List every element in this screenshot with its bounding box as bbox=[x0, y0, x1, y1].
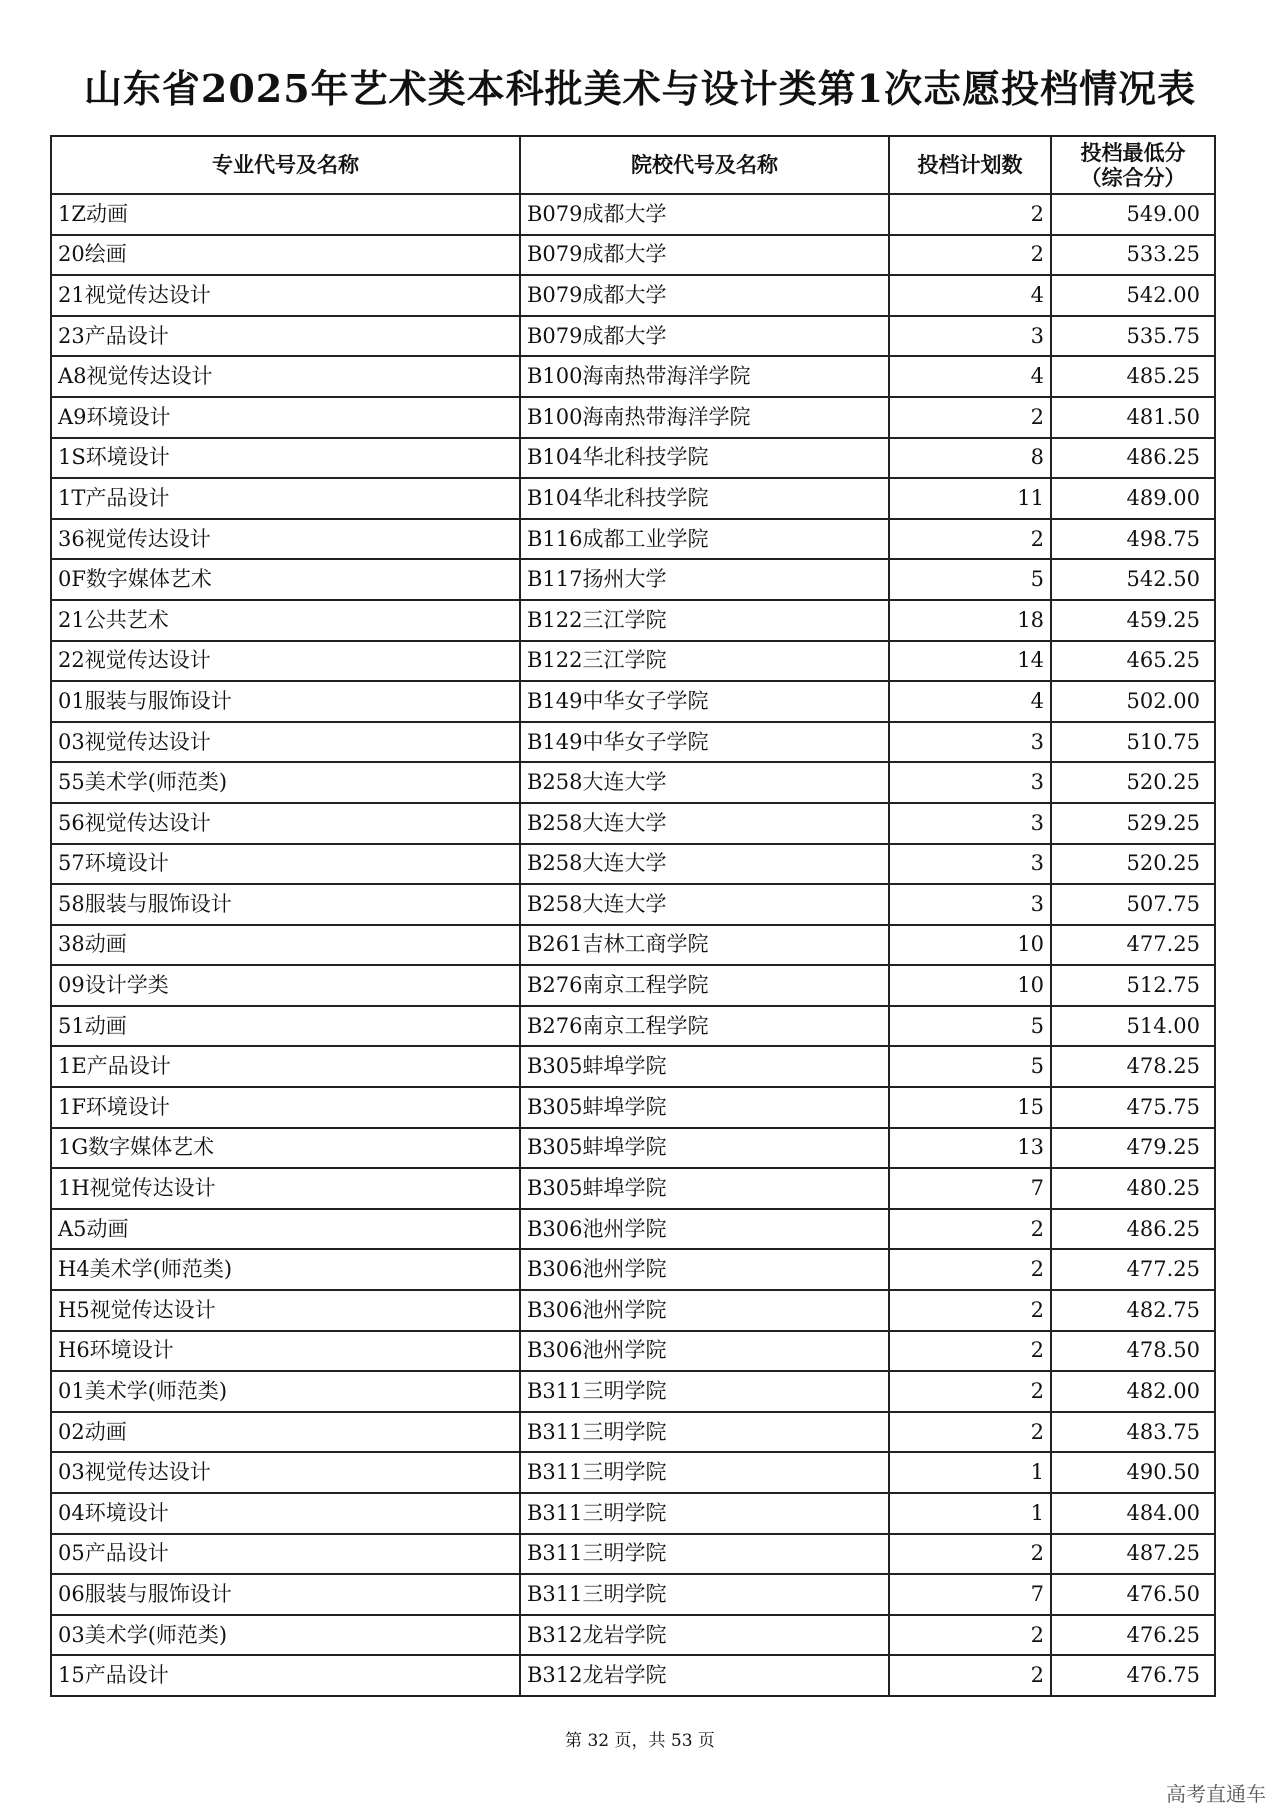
cell-plan: 13 bbox=[889, 1128, 1051, 1169]
cell-score: 542.50 bbox=[1051, 559, 1215, 600]
cell-plan: 2 bbox=[889, 194, 1051, 235]
cell-major: 58服装与服饰设计 bbox=[51, 884, 520, 925]
cell-plan: 3 bbox=[889, 762, 1051, 803]
cell-major: 09设计学类 bbox=[51, 965, 520, 1006]
cell-major: A5动画 bbox=[51, 1209, 520, 1250]
cell-score: 512.75 bbox=[1051, 965, 1215, 1006]
cell-school: B100海南热带海洋学院 bbox=[520, 397, 889, 438]
cell-plan: 5 bbox=[889, 1006, 1051, 1047]
table-row bbox=[51, 1534, 1215, 1575]
table-row bbox=[51, 925, 1215, 966]
cell-score: 477.25 bbox=[1051, 1249, 1215, 1290]
admission-table bbox=[50, 135, 1216, 1697]
cell-school: B261吉林工商学院 bbox=[520, 925, 889, 966]
cell-school: B149中华女子学院 bbox=[520, 722, 889, 763]
cell-major: 21公共艺术 bbox=[51, 600, 520, 641]
cell-score: 510.75 bbox=[1051, 722, 1215, 763]
cell-plan: 2 bbox=[889, 1290, 1051, 1331]
table-row bbox=[51, 1615, 1215, 1656]
cell-plan: 2 bbox=[889, 235, 1051, 276]
cell-school: B305蚌埠学院 bbox=[520, 1128, 889, 1169]
cell-score: 459.25 bbox=[1051, 600, 1215, 641]
cell-plan: 14 bbox=[889, 641, 1051, 682]
cell-school: B305蚌埠学院 bbox=[520, 1046, 889, 1087]
cell-plan: 7 bbox=[889, 1168, 1051, 1209]
cell-school: B079成都大学 bbox=[520, 316, 889, 357]
cell-score: 484.00 bbox=[1051, 1493, 1215, 1534]
cell-major: H6环境设计 bbox=[51, 1331, 520, 1372]
cell-score: 476.50 bbox=[1051, 1574, 1215, 1615]
cell-major: 1F环境设计 bbox=[51, 1087, 520, 1128]
cell-school: B311三明学院 bbox=[520, 1412, 889, 1453]
table-header-row bbox=[51, 136, 1215, 194]
cell-major: 57环境设计 bbox=[51, 844, 520, 885]
header-plan: 投档计划数 bbox=[889, 136, 1051, 194]
table-row bbox=[51, 884, 1215, 925]
table-row bbox=[51, 965, 1215, 1006]
table-row bbox=[51, 478, 1215, 519]
cell-score: 529.25 bbox=[1051, 803, 1215, 844]
cell-plan: 1 bbox=[889, 1493, 1051, 1534]
cell-school: B122三江学院 bbox=[520, 600, 889, 641]
cell-plan: 4 bbox=[889, 681, 1051, 722]
table-row bbox=[51, 1249, 1215, 1290]
cell-score: 485.25 bbox=[1051, 356, 1215, 397]
cell-school: B276南京工程学院 bbox=[520, 965, 889, 1006]
cell-school: B117扬州大学 bbox=[520, 559, 889, 600]
table-row bbox=[51, 1168, 1215, 1209]
cell-major: 1H视觉传达设计 bbox=[51, 1168, 520, 1209]
table-row bbox=[51, 722, 1215, 763]
table-row bbox=[51, 762, 1215, 803]
cell-plan: 2 bbox=[889, 1412, 1051, 1453]
cell-score: 478.50 bbox=[1051, 1331, 1215, 1372]
table-row bbox=[51, 438, 1215, 479]
cell-plan: 5 bbox=[889, 559, 1051, 600]
cell-major: 1S环境设计 bbox=[51, 438, 520, 479]
table-row bbox=[51, 1209, 1215, 1250]
table-row bbox=[51, 681, 1215, 722]
cell-score: 535.75 bbox=[1051, 316, 1215, 357]
table-row bbox=[51, 1290, 1215, 1331]
table-row bbox=[51, 600, 1215, 641]
cell-score: 476.75 bbox=[1051, 1655, 1215, 1696]
cell-major: H5视觉传达设计 bbox=[51, 1290, 520, 1331]
cell-school: B306池州学院 bbox=[520, 1290, 889, 1331]
cell-score: 486.25 bbox=[1051, 1209, 1215, 1250]
cell-school: B306池州学院 bbox=[520, 1209, 889, 1250]
table-row bbox=[51, 1046, 1215, 1087]
cell-plan: 3 bbox=[889, 316, 1051, 357]
cell-major: 1T产品设计 bbox=[51, 478, 520, 519]
cell-score: 490.50 bbox=[1051, 1452, 1215, 1493]
table-row bbox=[51, 844, 1215, 885]
cell-major: 1E产品设计 bbox=[51, 1046, 520, 1087]
cell-plan: 8 bbox=[889, 438, 1051, 479]
table-row bbox=[51, 1452, 1215, 1493]
cell-score: 476.25 bbox=[1051, 1615, 1215, 1656]
table-row bbox=[51, 641, 1215, 682]
cell-plan: 2 bbox=[889, 1371, 1051, 1412]
cell-major: 51动画 bbox=[51, 1006, 520, 1047]
cell-major: 01服装与服饰设计 bbox=[51, 681, 520, 722]
cell-plan: 1 bbox=[889, 1452, 1051, 1493]
page-title: 山东省2025年艺术类本科批美术与设计类第1次志愿投档情况表 bbox=[83, 66, 1197, 111]
cell-major: 15产品设计 bbox=[51, 1655, 520, 1696]
cell-score: 480.25 bbox=[1051, 1168, 1215, 1209]
header-score-line1: 投档最低分 bbox=[1080, 139, 1186, 165]
cell-school: B276南京工程学院 bbox=[520, 1006, 889, 1047]
cell-score: 486.25 bbox=[1051, 438, 1215, 479]
cell-plan: 10 bbox=[889, 925, 1051, 966]
cell-major: 38动画 bbox=[51, 925, 520, 966]
cell-score: 520.25 bbox=[1051, 844, 1215, 885]
cell-major: 1G数字媒体艺术 bbox=[51, 1128, 520, 1169]
cell-school: B258大连大学 bbox=[520, 844, 889, 885]
cell-major: A8视觉传达设计 bbox=[51, 356, 520, 397]
cell-score: 482.75 bbox=[1051, 1290, 1215, 1331]
cell-plan: 2 bbox=[889, 1534, 1051, 1575]
cell-school: B311三明学院 bbox=[520, 1452, 889, 1493]
cell-school: B079成都大学 bbox=[520, 275, 889, 316]
table-row bbox=[51, 1331, 1215, 1372]
cell-plan: 3 bbox=[889, 844, 1051, 885]
cell-school: B079成都大学 bbox=[520, 235, 889, 276]
cell-plan: 2 bbox=[889, 1615, 1051, 1656]
cell-school: B122三江学院 bbox=[520, 641, 889, 682]
cell-score: 533.25 bbox=[1051, 235, 1215, 276]
cell-major: 55美术学(师范类) bbox=[51, 762, 520, 803]
cell-score: 475.75 bbox=[1051, 1087, 1215, 1128]
cell-score: 478.25 bbox=[1051, 1046, 1215, 1087]
table-row bbox=[51, 1412, 1215, 1453]
cell-plan: 2 bbox=[889, 1331, 1051, 1372]
cell-plan: 2 bbox=[889, 397, 1051, 438]
cell-major: 03美术学(师范类) bbox=[51, 1615, 520, 1656]
cell-score: 481.50 bbox=[1051, 397, 1215, 438]
cell-score: 483.75 bbox=[1051, 1412, 1215, 1453]
cell-plan: 18 bbox=[889, 600, 1051, 641]
cell-school: B311三明学院 bbox=[520, 1534, 889, 1575]
cell-major: 06服装与服饰设计 bbox=[51, 1574, 520, 1615]
cell-school: B149中华女子学院 bbox=[520, 681, 889, 722]
cell-plan: 2 bbox=[889, 1655, 1051, 1696]
cell-major: 20绘画 bbox=[51, 235, 520, 276]
cell-major: 03视觉传达设计 bbox=[51, 1452, 520, 1493]
cell-plan: 5 bbox=[889, 1046, 1051, 1087]
cell-major: 36视觉传达设计 bbox=[51, 519, 520, 560]
cell-major: 22视觉传达设计 bbox=[51, 641, 520, 682]
cell-score: 498.75 bbox=[1051, 519, 1215, 560]
table-row bbox=[51, 235, 1215, 276]
table-row bbox=[51, 275, 1215, 316]
cell-plan: 3 bbox=[889, 722, 1051, 763]
cell-plan: 3 bbox=[889, 803, 1051, 844]
cell-school: B104华北科技学院 bbox=[520, 478, 889, 519]
cell-plan: 4 bbox=[889, 275, 1051, 316]
table-row bbox=[51, 1574, 1215, 1615]
cell-school: B311三明学院 bbox=[520, 1493, 889, 1534]
cell-score: 507.75 bbox=[1051, 884, 1215, 925]
cell-major: 01美术学(师范类) bbox=[51, 1371, 520, 1412]
cell-school: B306池州学院 bbox=[520, 1249, 889, 1290]
table-row bbox=[51, 1087, 1215, 1128]
cell-major: 23产品设计 bbox=[51, 316, 520, 357]
cell-major: 56视觉传达设计 bbox=[51, 803, 520, 844]
cell-plan: 11 bbox=[889, 478, 1051, 519]
cell-plan: 10 bbox=[889, 965, 1051, 1006]
table-row bbox=[51, 356, 1215, 397]
cell-school: B258大连大学 bbox=[520, 884, 889, 925]
cell-school: B306池州学院 bbox=[520, 1331, 889, 1372]
cell-score: 489.00 bbox=[1051, 478, 1215, 519]
cell-score: 520.25 bbox=[1051, 762, 1215, 803]
cell-score: 542.00 bbox=[1051, 275, 1215, 316]
header-school: 院校代号及名称 bbox=[520, 136, 889, 194]
cell-school: B312龙岩学院 bbox=[520, 1655, 889, 1696]
cell-school: B079成都大学 bbox=[520, 194, 889, 235]
cell-major: A9环境设计 bbox=[51, 397, 520, 438]
cell-major: 02动画 bbox=[51, 1412, 520, 1453]
cell-school: B104华北科技学院 bbox=[520, 438, 889, 479]
cell-score: 477.25 bbox=[1051, 925, 1215, 966]
cell-plan: 2 bbox=[889, 1209, 1051, 1250]
table-row bbox=[51, 1128, 1215, 1169]
header-major: 专业代号及名称 bbox=[51, 136, 520, 194]
cell-school: B100海南热带海洋学院 bbox=[520, 356, 889, 397]
header-score-line2: （综合分） bbox=[1080, 165, 1186, 190]
cell-score: 487.25 bbox=[1051, 1534, 1215, 1575]
table-row bbox=[51, 559, 1215, 600]
cell-score: 549.00 bbox=[1051, 194, 1215, 235]
table-row bbox=[51, 1006, 1215, 1047]
cell-school: B311三明学院 bbox=[520, 1574, 889, 1615]
cell-school: B305蚌埠学院 bbox=[520, 1168, 889, 1209]
cell-score: 514.00 bbox=[1051, 1006, 1215, 1047]
header-score bbox=[1051, 136, 1215, 194]
cell-plan: 15 bbox=[889, 1087, 1051, 1128]
table-row bbox=[51, 1493, 1215, 1534]
cell-school: B311三明学院 bbox=[520, 1371, 889, 1412]
cell-major: 04环境设计 bbox=[51, 1493, 520, 1534]
cell-plan: 7 bbox=[889, 1574, 1051, 1615]
cell-score: 502.00 bbox=[1051, 681, 1215, 722]
cell-major: 05产品设计 bbox=[51, 1534, 520, 1575]
cell-school: B116成都工业学院 bbox=[520, 519, 889, 560]
cell-school: B258大连大学 bbox=[520, 803, 889, 844]
cell-major: 0F数字媒体艺术 bbox=[51, 559, 520, 600]
table-row bbox=[51, 803, 1215, 844]
cell-score: 479.25 bbox=[1051, 1128, 1215, 1169]
watermark: 高考直通车 bbox=[1166, 1782, 1266, 1806]
cell-score: 465.25 bbox=[1051, 641, 1215, 682]
cell-major: 03视觉传达设计 bbox=[51, 722, 520, 763]
cell-plan: 2 bbox=[889, 519, 1051, 560]
cell-major: 21视觉传达设计 bbox=[51, 275, 520, 316]
cell-major: 1Z动画 bbox=[51, 194, 520, 235]
table-row bbox=[51, 397, 1215, 438]
cell-major: H4美术学(师范类) bbox=[51, 1249, 520, 1290]
table-row bbox=[51, 316, 1215, 357]
table-row bbox=[51, 1371, 1215, 1412]
cell-score: 482.00 bbox=[1051, 1371, 1215, 1412]
table-row bbox=[51, 194, 1215, 235]
page-number: 第 32 页，共 53 页 bbox=[565, 1731, 715, 1751]
cell-plan: 2 bbox=[889, 1249, 1051, 1290]
cell-school: B312龙岩学院 bbox=[520, 1615, 889, 1656]
cell-plan: 3 bbox=[889, 884, 1051, 925]
table-row bbox=[51, 519, 1215, 560]
cell-school: B258大连大学 bbox=[520, 762, 889, 803]
table-row bbox=[51, 1655, 1215, 1696]
cell-plan: 4 bbox=[889, 356, 1051, 397]
cell-school: B305蚌埠学院 bbox=[520, 1087, 889, 1128]
